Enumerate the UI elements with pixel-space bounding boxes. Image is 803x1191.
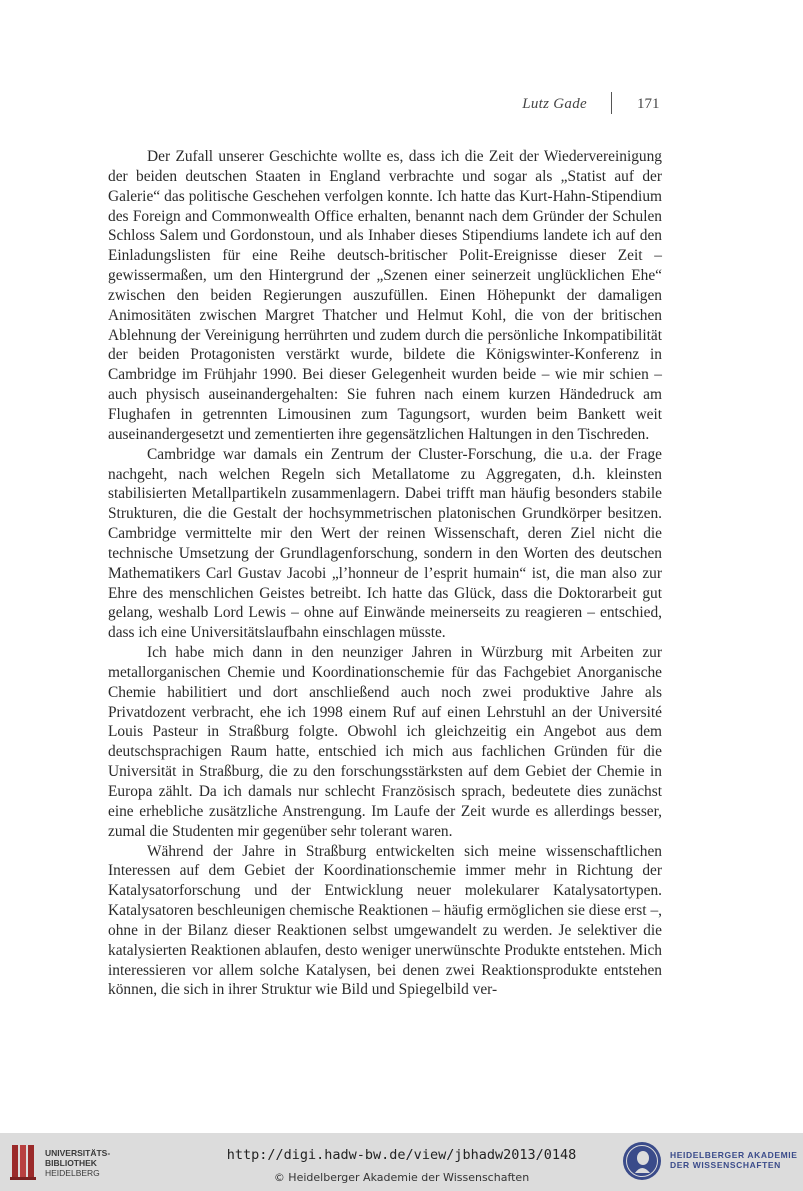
academy-name <box>670 1150 798 1170</box>
paragraph-1: Der Zufall unserer Geschichte wollte es, dass ich die Zeit der Wiedervereinigung der beiden deutschen Staaten in England verbrachte und sogar als „Statist auf der Galerie“ das politische Geschehen verfolgen konnte. Ich hatte das Kurt-Hahn-Stipendium des Foreign and Commonwealth Office erhalten, benannt nach dem Gründer der Schulen Schloss Salem und Gordonstoun, und als Inhaber dieses Stipendiums landete ich auf den Einladungslisten für eine Reihe deutsch-britischer Polit-Ereignisse dieser Zeit – gewissermaßen, um den Hintergrund der „Szenen einer seinerzeit unglücklichen Ehe“ zwischen den beiden Regierungen auszufüllen. Einen Höhepunkt der damaligen Animositäten zwischen Margret Thatcher und Helmut Kohl, die von der britischen Ablehnung der Vereinigung herrührten und zudem durch die persönliche Inkompatibilität der beiden Protagonisten verstärkt wurde, bildete die Königswinter-Konferenz in Cambridge im Frühjahr 1990. Bei dieser Gelegenheit wurden beide – wie mir schien – auch physisch auseinandergehalten: Sie fuhren nach einem kurzen Händedruck am Flughafen in getrennten Limousinen zum Tagungsort, wurden beim Bankett weit auseinandergesetzt und zementierten ihre gegensätzlichen Haltungen in den Tischreden. <box>108 148 662 443</box>
copyright-notice: © Heidelberger Akademie der Wissenschaften <box>273 1171 530 1184</box>
library-line-1: UNIVERSITÄTS- <box>45 1148 111 1158</box>
running-head-divider <box>611 92 612 114</box>
footer-bar <box>0 1133 803 1191</box>
academy-line-2: DER WISSENSCHAFTEN <box>670 1160 781 1170</box>
page-number: 171 <box>637 96 660 112</box>
academy-line-1: HEIDELBERGER AKADEMIE <box>670 1150 798 1160</box>
academy-seal-icon <box>622 1141 662 1181</box>
paragraph-2: Cambridge war damals ein Zentrum der Cluster-Forschung, die u.a. der Frage nachgeht, nach welchen Regeln sich Metallatome zu Aggregaten, d.h. kleinsten stabilisierten Metallpartikeln zusammenlagern. Dabei trifft man häufig besonders stabile Strukturen, die die Gestalt der hochsymmetrischen platonischen Grundkörper besitzen. Cambridge vermittelte mir den Wert der reinen Wissenschaft, deren Ziel nicht die technische Umsetzung der Grundlagenforschung, sondern in den Worten des deutschen Mathematikers Carl Gustav Jacobi „l’honneur de l’esprit humain“ ist, die man also zur Ehre des menschlichen Geistes betreibt. Ich hatte das Glück, dass die Doktorarbeit gut gelang, weshalb Lord Lewis – ohne auf Einwände meinerseits zu reagieren – entschied, dass ich eine Universitätslaufbahn einschlagen müsste. <box>108 445 662 642</box>
paragraph-4: Während der Jahre in Straßburg entwickelten sich meine wissenschaftlichen Interessen auf dem Gebiet der Koordinationschemie immer mehr in Richtung der Katalysatorforschung und der Entwicklung neuer molekularer Katalysatortypen. Katalysatoren beschleunigen chemische Reaktionen – häufig ermöglichen sie diese erst –, ohne in der Bilanz dieser Reaktionen selbst umgewandelt zu werden. Je selektiver die katalysierten Reaktionen ablaufen, desto weniger unerwünschte Produkte entstehen. Mich interessieren vor allem solche Katalysen, bei denen zwei Reaktionsprodukte entstehen können, die sich in ihrer Struktur wie Bild und Spiegelbild ver- <box>108 842 662 999</box>
body-text <box>108 147 662 1000</box>
running-head-author: Lutz Gade <box>522 96 587 112</box>
library-line-3: HEIDELBERG <box>45 1168 100 1178</box>
source-url-link[interactable]: http://digi.hadw-bw.de/view/jbhadw2013/0148 <box>226 1147 577 1163</box>
library-line-2: BIBLIOTHEK <box>45 1158 97 1168</box>
paragraph-3: Ich habe mich dann in den neunziger Jahren in Würzburg mit Arbeiten zur metallorganischen Chemie und Koordinationschemie für das Fachgebiet Anorganische Chemie habilitiert und dort anschließend auch noch zwei produktive Jahre als Privatdozent verbracht, ehe ich 1998 einem Ruf auf einen Lehrstuhl an der Université Louis Pasteur in Straßburg folgte. Obwohl ich gleichzeitig ein Angebot aus dem deutschsprachigen Raum hatte, entschied ich mich aus fachlichen Gründen für die Universität in Straßburg, die zu den forschungsstärksten auf dem Gebiet der Chemie in Europa zählt. Da ich damals nur schlecht Französisch sprach, bedeutete dies zunächst eine erhebliche zusätzliche Anstrengung. Im Laufe der Zeit wurde es allerdings besser, zumal die Studenten mir gegenüber sehr tolerant waren. <box>108 644 662 840</box>
running-head <box>0 92 803 122</box>
